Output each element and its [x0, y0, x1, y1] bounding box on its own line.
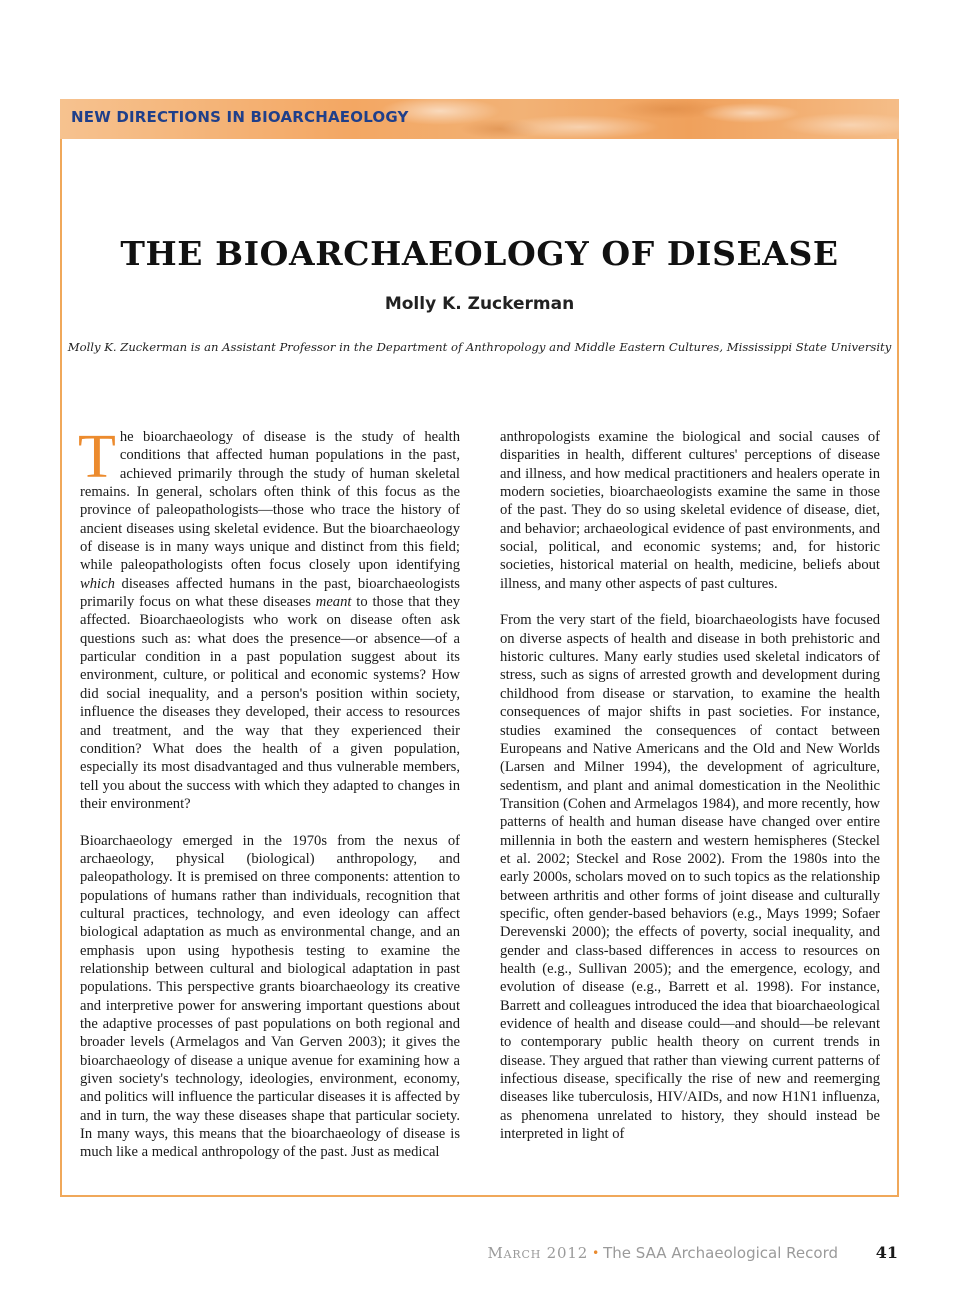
drop-cap: T	[78, 423, 116, 491]
right-column	[500, 428, 880, 1162]
footer-citation	[488, 1244, 838, 1262]
page-number: 41	[875, 1243, 898, 1262]
emphasis: meant	[315, 594, 352, 611]
paragraph: From the very start of the field, bioarchaeologists have focused on diverse aspects of health and disease in both prehistoric and historic cultures. Many early studies used skeletal indicators of stress, such as signs of arrested growth and development during childhood from disease or starvation, to examine the health consequences of major shifts in past societies. For instance, studies examined the consequences of contact between Europeans and Native Americans and the Old and New Worlds (Larsen and Milner 1994), the development of agriculture, sedentism, and plant and animal domestication in the Neolithic Transition (Cohen and Armelagos 1984), and more recently, how patterns of health and human disease have changed over entire millennia in both the eastern and western hemispheres (Steckel et al. 2002; Steckel and Rose 2002). From the 1980s into the early 2000s, scholars moved on to such topics as the relationship between arthritis and other forms of joint disease and culturally specific, often gender-based behaviors (e.g., Mays 1999; Sofaer Derevenski 2000); the effects of poverty, social inequality, and gender and class-based differences in access to resources on health (e.g., Sullivan 2005); and the emergence, ecology, and evolution of disease (e.g., Barrett et al. 1998). For instance, Barrett and colleagues introduced the idea that bioarchaeological evidence of health and disease could—and should—be relevant to contemporary public health theory on current trends in disease. They argued that rather than viewing current patterns of infectious disease, specifically the rise of new and reemerging diseases like tuberculosis, HIV/AIDs, and now H1N1 influenza, as phenomena unrelated to history, they should instead be interpreted in light of	[500, 612, 880, 1143]
article-title: THE BIOARCHAEOLOGY OF DISEASE	[120, 234, 839, 273]
paragraph: Bioarchaeology emerged in the 1970s from the nexus of archaeology, physical (biological) anthropology, and paleopathology. It is premised on three components: attention to populations of humans rather than individuals, recognition that cultural practices, technology, and even ideology can affect biological adaptation as much as environmental change, and an emphasis upon using hypothesis testing to examine the relationship between cultural and biological adaptation in past populations. This perspective grants bioarchaeology its creative and interpretive power for answering important questions about the adaptive processes of past populations on both regional and broader levels (Armelagos and Van Gerven 2003); it gives the bioarchaeology of disease a unique avenue for examining how a given society's technology, ideologies, environment, economy, and politics will influence the particular diseases it is affected by and in turn, the way these diseases shape that particular society. In many ways, this means that the bioarchaeology of disease is much like a medical anthropology of the past. Just as medical	[80, 832, 460, 1161]
paragraph: anthropologists examine the biological and social causes of disparities in health, different cultures' perceptions of disease and illness, and how medical practitioners and healers operate in modern societies, bioarchaeologists examine the same in those of the past. They do so using skeletal evidence of disease, diet, and behavior; archaeological evidence of past environments, and social, political, and economic systems; and, for historic societies, historical material on health, medicine, beliefs about illness, and many other aspects of past cultures.	[500, 429, 880, 592]
paragraph	[78, 423, 461, 813]
publication-name: The SAA Archaeological Record	[603, 1244, 838, 1262]
left-column	[78, 423, 461, 1180]
paragraph-text: to those that they affected. Bioarchaeologists who work on disease often ask questions such as: what does the presence—or absence—of a particular condition in a past population suggest about its environment, culture, or political and economic systems? How did social inequality, and a person's position within society, influence the diseases they developed, their access to resources and treatment, and the way that they experienced their condition? What does the health of a given population, especially its most disadvantaged and thus vulnerable members, tell you about the success with which they adapted to changes in their environment?	[80, 594, 461, 812]
paragraph-text: diseases affected humans in the past, bioarchaeologists primarily focus on what these diseases	[80, 575, 460, 611]
page-footer	[0, 1244, 960, 1268]
section-label: NEW DIRECTIONS IN BIOARCHAEOLOGY	[71, 108, 409, 126]
bullet-separator: •	[592, 1246, 600, 1260]
issue-date: March 2012	[487, 1244, 589, 1262]
emphasis: which	[80, 575, 115, 592]
section-banner	[60, 99, 899, 139]
article-author: Molly K. Zuckerman	[384, 294, 575, 314]
paragraph-text: he bioarchaeology of disease is the study of health conditions that affected human populations in the past, achieved primarily through the study of human skeletal remains. In general, scholars often think of this focus as the province of paleopathologists—those who trace the history of ancient diseases using skeletal evidence. But the bioarchaeology of disease is in many ways unique and distinct from this field; while paleopathologists often focus closely upon identifying	[80, 429, 460, 574]
author-affiliation: Molly K. Zuckerman is an Assistant Professor in the Department of Anthropology and Middle Eastern Cultures, Mississippi State University	[67, 340, 892, 354]
